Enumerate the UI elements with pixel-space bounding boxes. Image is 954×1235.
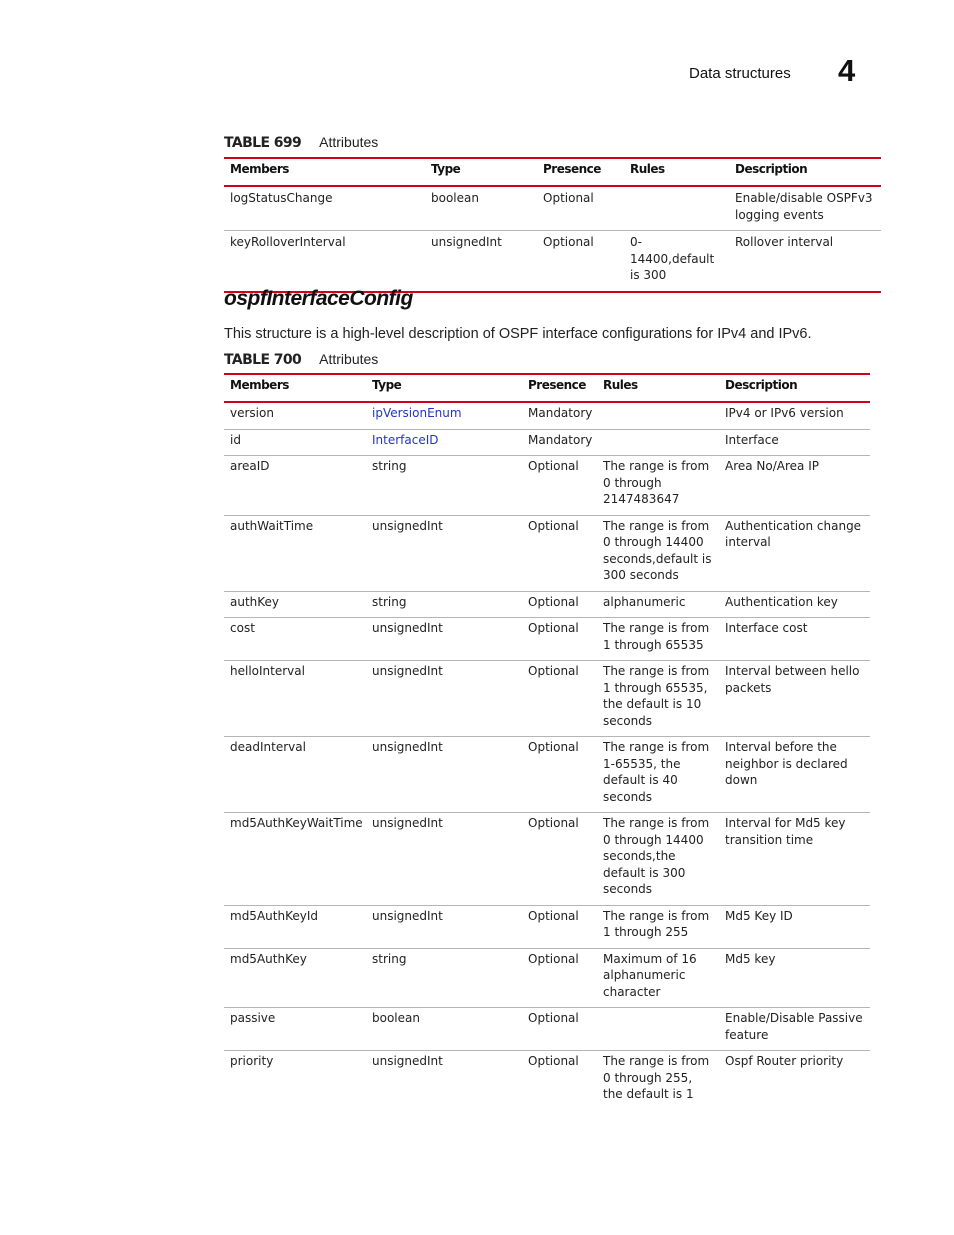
- cell-presence: Optional: [522, 618, 597, 661]
- cell-presence: Optional: [522, 948, 597, 1008]
- cell-description: Interface cost: [719, 618, 870, 661]
- cell-rules: [597, 429, 719, 456]
- table-699: [224, 157, 881, 293]
- table-row: [224, 591, 870, 618]
- cell-presence: Optional: [522, 591, 597, 618]
- cell-description: Interval for Md5 key transition time: [719, 813, 870, 906]
- cell-type: unsignedInt: [372, 1054, 443, 1068]
- table-699-header-row: [224, 158, 881, 186]
- table-row: [224, 737, 870, 813]
- type-link[interactable]: InterfaceID: [366, 429, 522, 456]
- cell-members: version: [224, 402, 366, 429]
- cell-rules: The range is from 0 through 255, the default is 1: [603, 1054, 710, 1101]
- column-header: Type: [431, 162, 461, 176]
- cell-presence: Optional: [522, 737, 597, 813]
- table-row: [224, 402, 870, 429]
- cell-presence: Optional: [537, 186, 624, 231]
- cell-presence: Optional: [522, 813, 597, 906]
- cell-presence: Optional: [543, 235, 594, 249]
- table-700-label: TABLE 700: [224, 352, 302, 368]
- cell-description: Rollover interval: [735, 235, 834, 249]
- cell-rules: [624, 186, 729, 231]
- cell-presence: Optional: [522, 1008, 597, 1051]
- table-row: [224, 186, 881, 231]
- cell-presence: Optional: [522, 456, 597, 516]
- cell-type: unsignedInt: [366, 737, 522, 813]
- cell-rules: The range is from 1 through 65535, the default is 10 seconds: [597, 661, 719, 737]
- cell-rules: [597, 1008, 719, 1051]
- cell-description: Md5 Key ID: [719, 905, 870, 948]
- column-header: Members: [230, 162, 289, 176]
- cell-rules: The range is from 0 through 14400 seconds,the default is 300 seconds: [597, 813, 719, 906]
- table-row: [224, 661, 870, 737]
- table-699-caption-text: Attributes: [319, 134, 379, 150]
- cell-presence: Optional: [522, 661, 597, 737]
- cell-description: Authentication key: [719, 591, 870, 618]
- table-699-caption: [224, 134, 378, 151]
- cell-rules: The range is from 1-65535, the default is 40 seconds: [597, 737, 719, 813]
- cell-rules: The range is from 0 through 14400 seconds,default is 300 seconds: [597, 515, 719, 591]
- cell-members: areaID: [224, 456, 366, 516]
- chapter-number: 4: [838, 53, 856, 88]
- cell-members: md5AuthKey: [224, 948, 366, 1008]
- cell-type: boolean: [366, 1008, 522, 1051]
- column-header: Presence: [528, 378, 586, 392]
- cell-members: authWaitTime: [224, 515, 366, 591]
- cell-rules: The range is from 0 through 2147483647: [597, 456, 719, 516]
- cell-description: Md5 key: [719, 948, 870, 1008]
- cell-type: string: [366, 456, 522, 516]
- table-row: [224, 231, 881, 292]
- column-header: Description: [735, 162, 808, 176]
- table-700-caption-text: Attributes: [319, 351, 379, 367]
- cell-rules: The range is from 1 through 255: [597, 905, 719, 948]
- cell-presence: Optional: [522, 515, 597, 591]
- table-row: [224, 813, 870, 906]
- cell-members: id: [224, 429, 366, 456]
- cell-type: boolean: [425, 186, 537, 231]
- table-700-header-row: [224, 374, 870, 402]
- column-header: Members: [230, 378, 289, 392]
- cell-members: priority: [230, 1054, 274, 1068]
- cell-type: unsignedInt: [366, 515, 522, 591]
- cell-members: passive: [224, 1008, 366, 1051]
- cell-rules: alphanumeric: [597, 591, 719, 618]
- cell-description: Ospf Router priority: [725, 1054, 844, 1068]
- table-row: [224, 1008, 870, 1051]
- cell-presence: Mandatory: [522, 429, 597, 456]
- cell-members: authKey: [224, 591, 366, 618]
- cell-description: Area No/Area IP: [719, 456, 870, 516]
- table-700: [224, 373, 870, 1110]
- cell-type: unsignedInt: [431, 235, 502, 249]
- cell-members: keyRolloverInterval: [230, 235, 346, 249]
- cell-type: unsignedInt: [366, 813, 522, 906]
- cell-members: md5AuthKeyId: [224, 905, 366, 948]
- cell-rules: 0-14400,default is 300: [630, 235, 715, 282]
- column-header: Rules: [603, 378, 638, 392]
- cell-rules: Maximum of 16 alphanumeric character: [597, 948, 719, 1008]
- running-header-title: Data structures: [689, 65, 791, 82]
- cell-description: Authentication change interval: [719, 515, 870, 591]
- cell-rules: [597, 402, 719, 429]
- table-row: [224, 618, 870, 661]
- cell-members: logStatusChange: [224, 186, 425, 231]
- section-title: ospfInterfaceConfig: [224, 287, 413, 310]
- table-row: [224, 1051, 870, 1110]
- cell-presence: Optional: [528, 1054, 579, 1068]
- cell-presence: Optional: [522, 905, 597, 948]
- table-row: [224, 948, 870, 1008]
- cell-type: unsignedInt: [366, 905, 522, 948]
- cell-description: Enable/disable OSPFv3 logging events: [729, 186, 881, 231]
- cell-members: md5AuthKeyWaitTime: [224, 813, 366, 906]
- column-header: Type: [372, 378, 402, 392]
- cell-type: unsignedInt: [366, 618, 522, 661]
- cell-members: deadInterval: [224, 737, 366, 813]
- table-700-caption: [224, 351, 378, 368]
- table-row: [224, 515, 870, 591]
- cell-description: Interface: [719, 429, 870, 456]
- column-header: Presence: [543, 162, 601, 176]
- cell-presence: Mandatory: [522, 402, 597, 429]
- table-row: [224, 905, 870, 948]
- type-link[interactable]: ipVersionEnum: [366, 402, 522, 429]
- column-header: Rules: [630, 162, 665, 176]
- cell-description: Interval before the neighbor is declared down: [719, 737, 870, 813]
- cell-rules: The range is from 1 through 65535: [597, 618, 719, 661]
- cell-members: cost: [224, 618, 366, 661]
- cell-type: string: [366, 591, 522, 618]
- table-699-label: TABLE 699: [224, 135, 302, 151]
- cell-description: Interval between hello packets: [719, 661, 870, 737]
- section-intro: This structure is a high-level description of OSPF interface configurations for IPv4 and IPv6.: [224, 326, 812, 342]
- table-row: [224, 429, 870, 456]
- cell-description: Enable/Disable Passive feature: [719, 1008, 870, 1051]
- cell-members: helloInterval: [224, 661, 366, 737]
- cell-description: IPv4 or IPv6 version: [719, 402, 870, 429]
- cell-type: unsignedInt: [366, 661, 522, 737]
- table-row: [224, 456, 870, 516]
- cell-type: string: [366, 948, 522, 1008]
- column-header: Description: [725, 378, 798, 392]
